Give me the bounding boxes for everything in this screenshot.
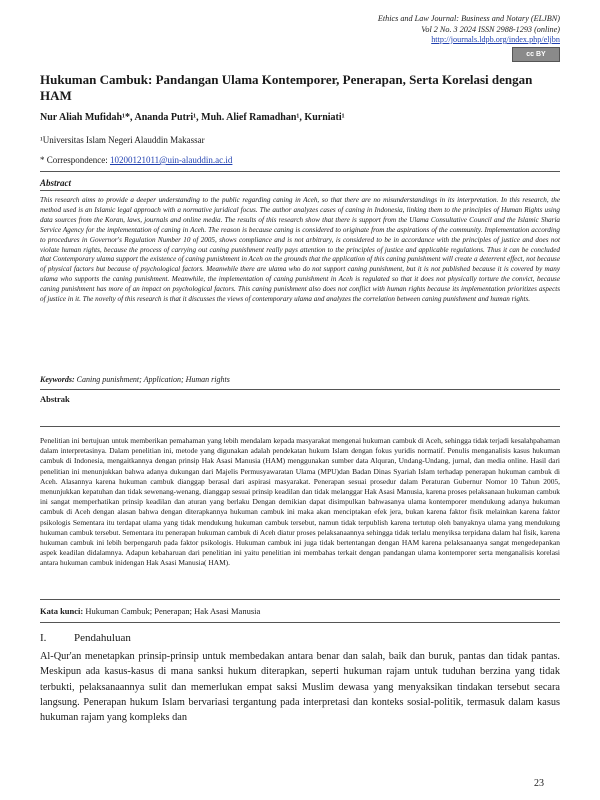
journal-header <box>340 14 560 46</box>
divider-kata-kunci <box>40 599 560 600</box>
abstract-en-text: This research aims to provide a deeper understanding to the public regarding caning in Aceh, so that there are no misunderstandings in its interpretation. In this research, the method used is an Islamic legal approach with a normative juridical focus. The author analyzes cases of caning in Indonesia, linking them to the principles of Human Rights using data sources from the Koran, laws, journals and online media. The results of this research show that there is support from the Ulama Consultative Council and the Islamic Sharia Service Agency for the implementation of caning in Aceh. The reason is because caning is considered to originate from the aspirations of the community. Implementation according to procedures in Governor's Regulation Number 10 of 2005, shows compliance and is not arbitrary, is considered to be in accordance with the principles of justice and does not violate human rights, because the process of carrying out caning punishment really pays attention to the principles of justice and applicable regulations. Thus it can be concluded that Contemporary ulama support the existence of caning punishment in Aceh on the grounds that the application of this caning punishment will create a deterrent effect, not because of physical factors but because of psychological factors. Meanwhile there are ulama who do not support caning punishment, but it is not published because it is covered by many ulama who supports the caning punishment. Meanwhile, the implementation of caning punishment in Aceh is regulated so that it does not physically torture the convict, because caning punishment has more of an impact on psychological factors. This caning punishment also does not conflict with human rights because its implementation prioritizes aspects of justice in it. The novelty of this research is that it discusses the views of contemporary ulama and analyzes the correlation between caning punishment and human rights. <box>40 196 560 304</box>
keywords-id-values: Hukuman Cambuk; Penerapan; Hak Asasi Manusia <box>83 606 261 616</box>
journal-name: Ethics and Law Journal: Business and Notary (ELJBN) <box>377 14 560 23</box>
abstract-en-heading: Abstract <box>40 178 72 188</box>
affiliation: ¹Universitas Islam Negeri Alauddin Makassar <box>40 135 205 145</box>
page-number: 23 <box>534 778 544 789</box>
journal-volume: Vol 2 No. 3 2024 ISSN 2988-1293 (online) <box>421 24 560 34</box>
cc-license-badge-icon: cc BY <box>512 47 560 62</box>
abstract-id-heading: Abstrak <box>40 394 70 404</box>
correspondence <box>40 155 560 165</box>
divider-top <box>40 171 560 172</box>
paper-title: Hukuman Cambuk: Pandangan Ulama Kontemporer, Penerapan, Serta Korelasi dengan HAM <box>40 72 533 103</box>
divider-keywords <box>40 389 560 390</box>
journal-url-link[interactable]: http://journals.ldpb.org/index.php/eljbn <box>431 35 560 44</box>
author-list: Nur Aliah Mufidah¹*, Ananda Putri¹, Muh. Alief Ramadhan¹, Kurniati¹ <box>40 112 345 123</box>
keywords-en-values: Caning punishment; Application; Human rights <box>74 375 230 384</box>
keywords-en <box>40 375 560 384</box>
section-number: I. <box>40 632 47 644</box>
section-heading <box>40 632 131 644</box>
divider-abstract <box>40 190 560 191</box>
correspondence-label: * Correspondence: <box>40 155 110 165</box>
keywords-id-label: Kata kunci: <box>40 606 84 616</box>
keywords-id <box>40 606 560 616</box>
keywords-en-label: Keywords: <box>40 375 75 384</box>
body-paragraph: Al-Qur'an menetapkan prinsip-prinsip untuk membedakan antara benar dan salah, baik dan buruk, pantas dan tidak pantas. Meskipun ada kasus-kasus di mana sanksi hukum diterapkan, seperti hukuman rajam untuk tuduhan berzina yang tidak terbukti, pelaksanaannya sulit dan memerlukan empat saksi Muslim dewasa yang menyaksikan tindakan tersebut secara langsung. Penerapan hukum Islam bervariasi tergantung pada interpretasi dan konteks sosial-politik, termasuk dalam kasus hukuman rajam yang kompleks dan <box>40 651 560 724</box>
divider-abstrak <box>40 426 560 427</box>
abstract-id-text: Penelitian ini bertujuan untuk memberikan pemahaman yang lebih mendalam kepada masyarakat mengenai hukuman cambuk di Aceh, sehingga tidak terjadi kesalahpahaman dalam interpretasinya. Dalam penelitian ini, metode yang digunakan adalah pendekatan hukum Islam dengan fokus yuridis normatif. Penulis menganalisis kasus hukuman cambuk di Indonesia, mengaitkannya dengan prinsip Hak Asasi Manusia (HAM) menggunakan sumber data Alquran, Undang-Undang, jurnal, dan media online. Hasil dari penelitian ini menunjukkan bahwa adanya dukungan dari Majelis Permusyawaratan Ulama (MPU)dan Badan Dinas Syariah Islam terhadap penerapan hukuman cambuk di Aceh. Alasannya karena hukuman cambuk dianggap berasal dari aspirasi masyarakat. Penerapan sesuai prosedur dalam Peraturan Gubernur Nomor 10 Tahun 2005, menunjukkan kepatuhan dan tidak sewenang-wenang, dianggap sesuai prinsip keadilan dan tidak melanggar Hak Asasi Manusia, karena proses pelaksanaan hukuman cambuk ini sangat memperhatikan prinsip keadilan dan aturan yang berlaku Dengan demikian dapat disimpulkan bahwasanya ulama kontemporer mendukung adanya hukuman cambuk di Aceh dengan alasan bahwa dengan diterapkannya hukuman cambuk ini maka akan menciptakan efek jera, bukan karena faktor fisik melainkan karena faktor psikologis Sementara itu terdapat ulama yang tidak mendukung hukuman cambuk tersebut, namun tidak terpublish karena tertutup oleh banyaknya ulama yang mendukung hukuman cambuk tersebut. Sementara itu penerapan hukuman cambuk di Aceh diatur proses pelaksanaannya sehingga tidak terlalu menyiksa terpidana dalam hal fisik, karena hukuman cambuk ini lebih berpengaruh pada faktor psikologis. Hukuman cambuk ini juga tidak bertentangan dengan HAM karena pelaksanaanya sangat mengedepankan aspek keadilan didalamnya. Adapun kebaharuan dari penelitian ini yaitu penelitian ini membahas terkait dengan pandangan ulama kontemporer serta menganalisis korelasi antara hukuman cambuk inidengan Hak Asasi Manusia( HAM). <box>40 436 560 568</box>
correspondence-email-link[interactable]: 10200121011@uin-alauddin.ac.id <box>109 155 233 165</box>
divider-section <box>40 622 560 623</box>
section-title: Pendahuluan <box>74 632 131 644</box>
